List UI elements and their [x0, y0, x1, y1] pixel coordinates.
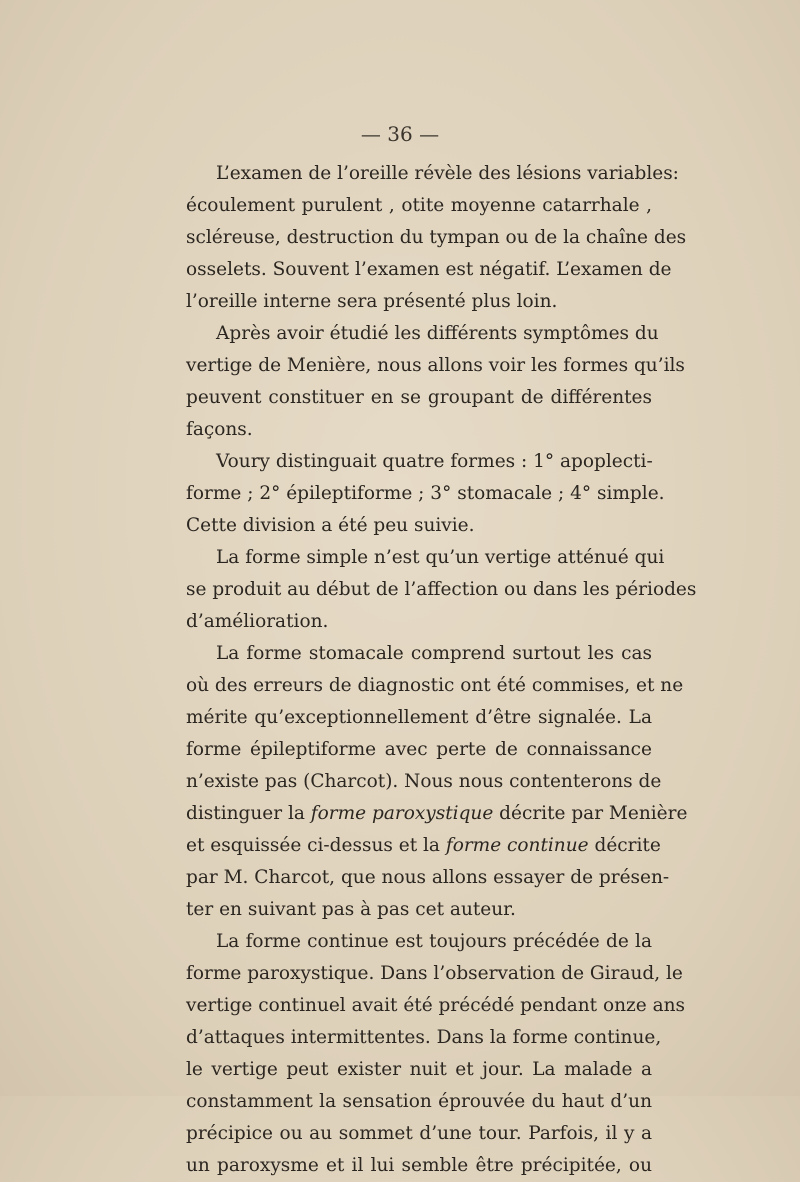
text-line: façons. [186, 419, 253, 440]
text-line: La forme stomacale comprend surtout les cas [216, 643, 652, 664]
text-segment: et esquissée ci-dessus et la [186, 835, 446, 856]
text-line: L’examen de l’oreille révèle des lésions variables: [216, 163, 679, 184]
text-line: écoulement purulent , otite moyenne catarrhale , [186, 195, 652, 216]
text-line: où des erreurs de diagnostic ont été commises, et ne [186, 675, 684, 696]
text-line: forme paroxystique. Dans l’observation de Giraud, le [186, 963, 683, 984]
body-text [186, 158, 697, 1182]
text-line: osselets. Souvent l’examen est négatif. L’examen de [186, 259, 672, 280]
text-line: l’oreille interne sera présenté plus loin. [186, 291, 558, 312]
text-segment: distinguer la [186, 803, 311, 824]
text-line: Après avoir étudié les différents symptômes du [216, 323, 659, 344]
text-line: La forme simple n’est qu’un vertige atténué qui [216, 547, 665, 568]
text-line: le vertige peut exister nuit et jour. La malade a [186, 1059, 652, 1080]
text-segment: décrite par Menière [493, 803, 688, 824]
text-line: Voury distinguait quatre formes : 1° apoplecti- [216, 451, 653, 472]
text-line: d’amélioration. [186, 611, 329, 632]
text-line: vertige continuel avait été précédé pendant onze ans [186, 995, 686, 1016]
text-line: par M. Charcot, que nous allons essayer de présen- [186, 867, 670, 888]
text-line: mérite qu’exceptionnellement d’être signalée. La [186, 707, 652, 728]
text-line: forme ; 2° épileptiforme ; 3° stomacale ; 4° simple. [186, 483, 665, 504]
text-line: Cette division a été peu suivie. [186, 515, 475, 536]
text-line: scléreuse, destruction du tympan ou de la chaîne des [186, 227, 687, 248]
text-line [186, 830, 661, 862]
text-line: d’attaques intermittentes. Dans la forme continue, [186, 1027, 662, 1048]
text-line: n’existe pas (Charcot). Nous nous contenterons de [186, 771, 662, 792]
italic-term: forme continue [445, 835, 589, 856]
text-line: précipice ou au sommet d’une tour. Parfois, il y a [186, 1123, 652, 1144]
text-line: vertige de Menière, nous allons voir les formes qu’ils [186, 355, 685, 376]
text-line: un paroxysme et il lui semble être précipitée, ou [186, 1155, 652, 1176]
text-line: constamment la sensation éprouvée du haut d’un [186, 1091, 652, 1112]
text-line: La forme continue est toujours précédée de la [216, 931, 652, 952]
page-number: — 36 — [360, 122, 440, 146]
text-line: ter en suivant pas à pas cet auteur. [186, 899, 516, 920]
text-line: se produit au début de l’affection ou dans les périodes [186, 579, 697, 600]
text-segment: décrite [588, 835, 661, 856]
italic-term: forme paroxystique [310, 803, 494, 824]
text-line [186, 798, 688, 830]
text-line: peuvent constituer en se groupant de différentes [186, 387, 652, 408]
text-line: forme épileptiforme avec perte de connaissance [186, 739, 652, 760]
